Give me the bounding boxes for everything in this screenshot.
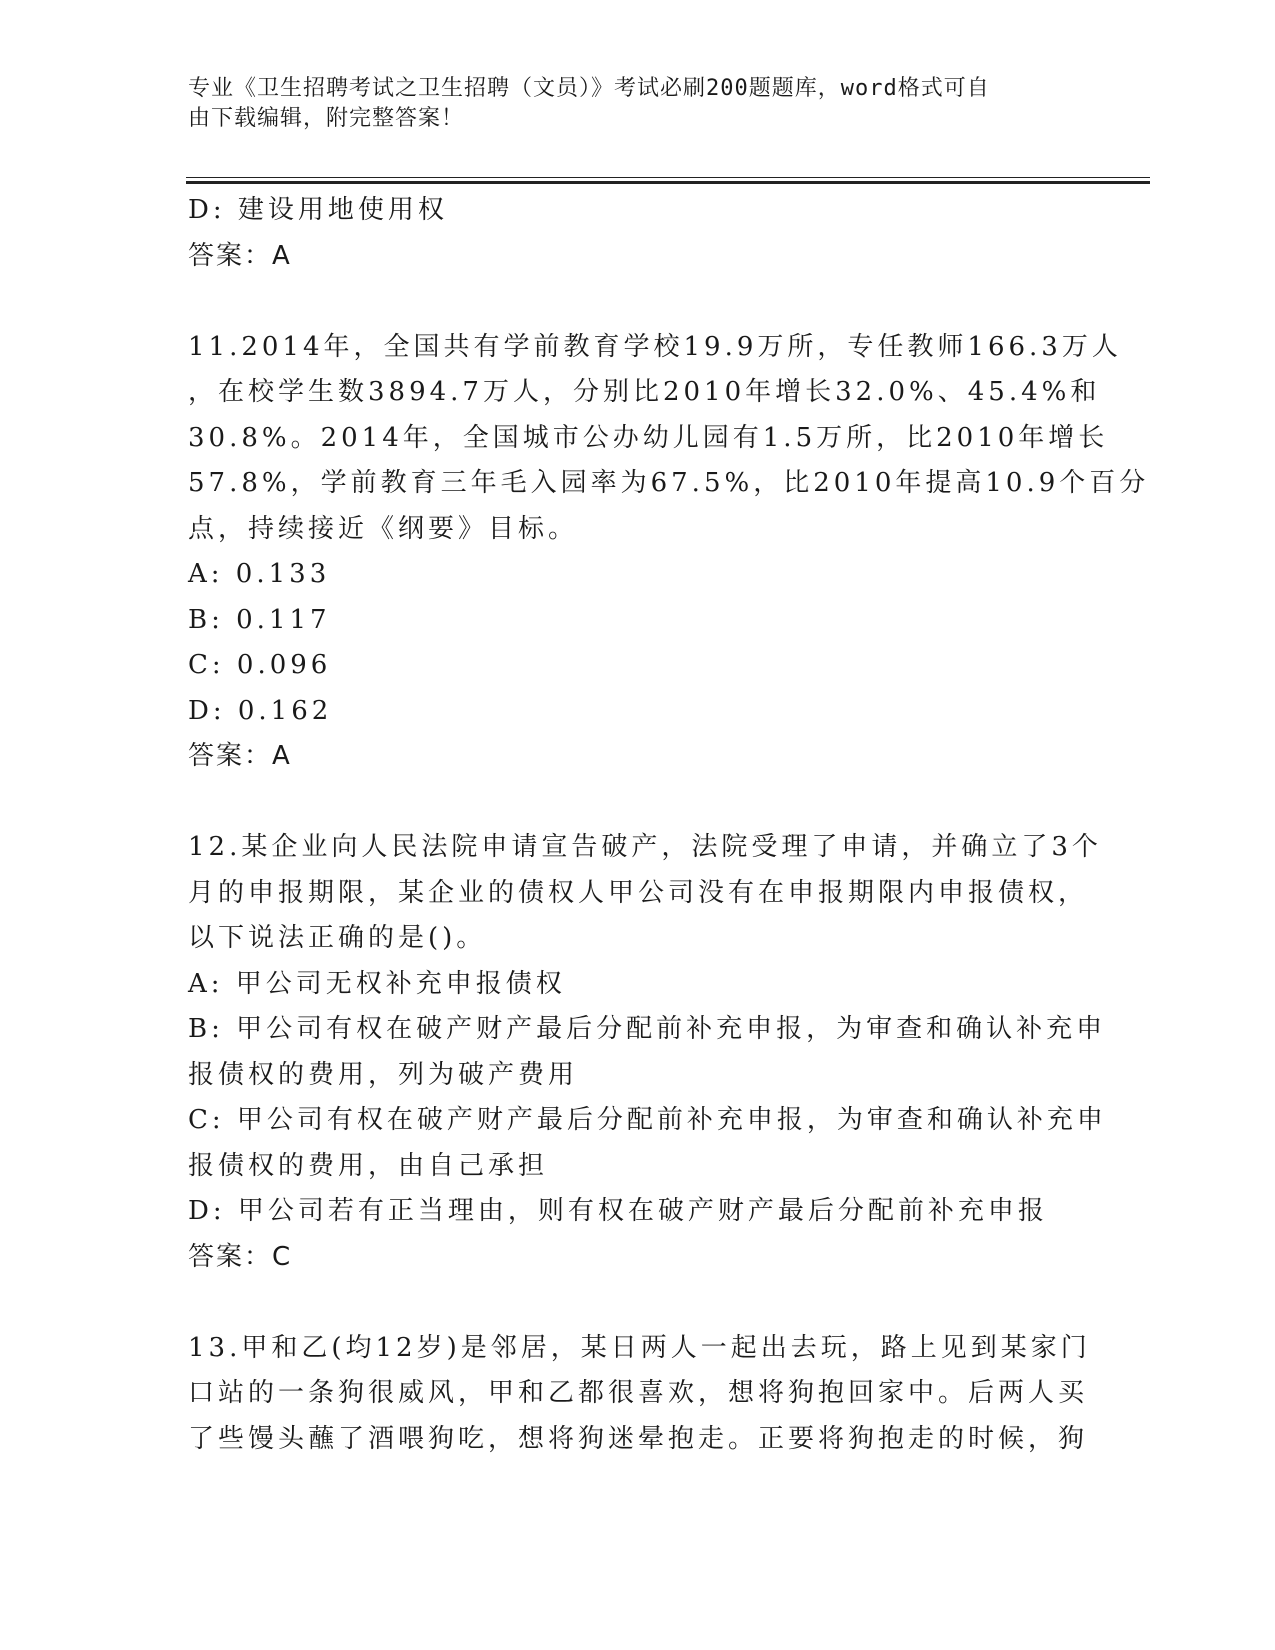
option-c-continued: 报债权的费用，由自己承担 <box>188 1150 549 1181</box>
option-a: A: 0.133 <box>188 559 331 589</box>
question-text-line: 口站的一条狗很威风，甲和乙都很喜欢，想将狗抱回家中。后两人买 <box>188 1378 1089 1408</box>
answer: 答案：A <box>188 240 292 271</box>
question-text-line: 57.8%，学前教育三年毛入园率为67.5%，比2010年提高10.9个百分 <box>188 468 1150 498</box>
answer: 答案：C <box>188 1241 293 1272</box>
question-text-line: ，在校学生数3894.7万人，分别比2010年增长32.0%、45.4%和 <box>188 377 1101 407</box>
option-d: D: 建设用地使用权 <box>188 195 448 225</box>
option-d: D: 0.162 <box>188 695 333 726</box>
header-divider-thin <box>186 177 1150 178</box>
question-13 <box>188 1326 1091 1463</box>
question-11 <box>188 325 1150 780</box>
question-text-line: 了些馒头蘸了酒喂狗吃，想将狗迷晕抱走。正要将狗抱走的时候，狗 <box>188 1423 1089 1454</box>
question-text-line: 13.甲和乙(均12岁)是邻居，某日两人一起出去玩，路上见到某家门 <box>188 1332 1091 1363</box>
document-body <box>188 188 1150 1462</box>
question-text-line: 11.2014年，全国共有学前教育学校19.9万所，专任教师166.3万人 <box>188 331 1122 362</box>
answer: 答案：A <box>188 741 292 771</box>
option-b-continued: 报债权的费用，列为破产费用 <box>188 1059 579 1090</box>
option-c: C: 0.096 <box>188 650 332 680</box>
question-text-line: 以下说法正确的是()。 <box>188 923 487 953</box>
question-12 <box>188 825 1107 1280</box>
question-text-line: 点，持续接近《纲要》目标。 <box>188 513 579 544</box>
header-divider-thick <box>186 181 1150 184</box>
question-text-line: 30.8%。2014年，全国城市公办幼儿园有1.5万所，比2010年增长 <box>188 422 1109 453</box>
option-d: D: 甲公司若有正当理由，则有权在破产财产最后分配前补充申报 <box>188 1196 1048 1226</box>
option-c: C: 甲公司有权在破产财产最后分配前补充申报，为审查和确认补充申 <box>188 1105 1107 1135</box>
page-header <box>188 74 1068 134</box>
option-b: B: 甲公司有权在破产财产最后分配前补充申报，为审查和确认补充申 <box>188 1014 1107 1044</box>
header-line-2: 由下载编辑，附完整答案！ <box>188 106 465 131</box>
header-line-1: 专业《卫生招聘考试之卫生招聘（文员）》考试必刷200题题库，word格式可自 <box>188 76 990 101</box>
option-a: A: 甲公司无权补充申报债权 <box>188 968 566 999</box>
option-b: B: 0.117 <box>188 604 331 635</box>
question-text-line: 月的申报期限，某企业的债权人甲公司没有在申报期限内申报债权， <box>188 877 1089 908</box>
question-text-line: 12.某企业向人民法院申请宣告破产，法院受理了申请，并确立了3个 <box>188 832 1102 862</box>
